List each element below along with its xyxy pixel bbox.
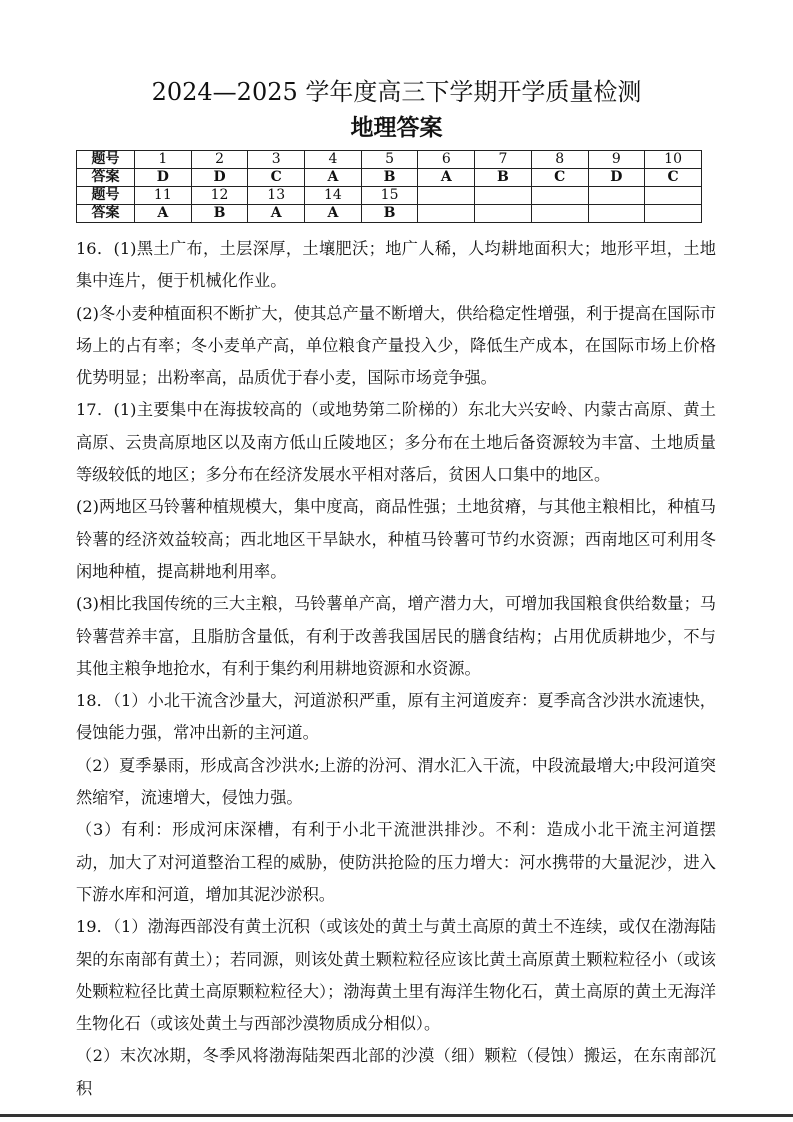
table-row-numbers-2 xyxy=(77,187,702,205)
answer-cell: C xyxy=(531,169,588,187)
row-label-answer: 答案 xyxy=(77,205,135,223)
answer-paragraph-16-1: 16．(1)黑土广布，土层深厚，土壤肥沃；地广人稀，人均耕地面积大；地形平坦，土地集中连片，便于机械化作业。 xyxy=(76,239,716,291)
answer-cell: A xyxy=(248,205,305,223)
answer-paragraph-17-2: (2)两地区马铃薯种植规模大，集中度高，商品性强；土地贫瘠，与其他主粮相比，种植马铃薯的经济效益较高；西北地区干旱缺水，种植马铃薯可节约水资源；西南地区可利用冬闲地种植，提高耕地利用率。 xyxy=(76,497,716,581)
answer-paragraph-17-3: (3)相比我国传统的三大主粮，马铃薯单产高，增产潜力大，可增加我国粮食供给数量；马铃薯营养丰富，且脂肪含量低，有利于改善我国居民的膳食结构；占用优质耕地少，不与其他主粮争地抢水，有利于集约利用耕地资源和水资源。 xyxy=(76,594,716,678)
question-number: 11 xyxy=(135,187,192,205)
question-number: 6 xyxy=(418,151,475,169)
empty-cell xyxy=(588,205,645,223)
answer-cell: D xyxy=(135,169,192,187)
question-number: 8 xyxy=(531,151,588,169)
answer-cell: A xyxy=(135,205,192,223)
answer-cell: B xyxy=(475,169,532,187)
answer-cell: D xyxy=(191,169,248,187)
answer-cell: C xyxy=(645,169,702,187)
question-number: 5 xyxy=(361,151,418,169)
question-number: 10 xyxy=(645,151,702,169)
answer-cell: D xyxy=(588,169,645,187)
table-row-answers-2 xyxy=(77,205,702,223)
table-row-answers-1 xyxy=(77,169,702,187)
empty-cell xyxy=(475,187,532,205)
row-label-answer: 答案 xyxy=(77,169,135,187)
answer-paragraph-19-1: 19．（1）渤海西部没有黄土沉积（或该处的黄土与黄土高原的黄土不连续，或仅在渤海陆架的东南部有黄土）；若同源，则该处黄土颗粒粒径应该比黄土高原黄土颗粒粒径小（或该处颗粒粒径比黄土高原颗粒粒径大）；渤海黄土里有海洋生物化石，黄土高原的黄土无海洋生物化石（或该处黄土与西部沙漠物质成分相似）。 xyxy=(76,917,716,1034)
answer-paragraph-17-1: 17．(1)主要集中在海拔较高的（或地势第二阶梯的）东北大兴安岭、内蒙古高原、黄土高原、云贵高原地区以及南方低山丘陵地区；多分布在土地后备资源较为丰富、土地质量等级较低的地区；多分布在经济发展水平相对落后，贫困人口集中的地区。 xyxy=(76,400,716,485)
empty-cell xyxy=(645,187,702,205)
answer-cell: C xyxy=(248,169,305,187)
empty-cell xyxy=(418,205,475,223)
question-number: 14 xyxy=(305,187,362,205)
question-number: 2 xyxy=(191,151,248,169)
page-bottom-divider xyxy=(0,1114,793,1117)
answer-cell: A xyxy=(418,169,475,187)
answer-table xyxy=(76,150,702,223)
question-number: 9 xyxy=(588,151,645,169)
answer-explanations xyxy=(76,233,716,1105)
answer-paragraph-18-1: 18．（1）小北干流含沙量大，河道淤积严重，原有主河道废弃：夏季高含沙洪水流速快，侵蚀能力强，常冲出新的主河道。 xyxy=(76,691,716,743)
empty-cell xyxy=(418,187,475,205)
empty-cell xyxy=(588,187,645,205)
answer-cell: A xyxy=(305,205,362,223)
question-number: 13 xyxy=(248,187,305,205)
empty-cell xyxy=(531,187,588,205)
empty-cell xyxy=(475,205,532,223)
answer-cell: A xyxy=(305,169,362,187)
answer-cell: B xyxy=(191,205,248,223)
question-number: 3 xyxy=(248,151,305,169)
answer-paragraph-19-2: （2）末次冰期，冬季风将渤海陆架西北部的沙漠（细）颗粒（侵蚀）搬运，在东南部沉积 xyxy=(76,1046,716,1098)
answer-cell: B xyxy=(361,169,418,187)
answer-paragraph-18-3: （3）有利：形成河床深槽，有利于小北干流泄洪排沙。不利：造成小北干流主河道摆动，加大了对河道整治工程的威胁，使防洪抢险的压力增大：河水携带的大量泥沙，进入下游水库和河道，增加其泥沙淤积。 xyxy=(76,820,716,904)
page-subtitle: 地理答案 xyxy=(350,114,443,141)
question-number: 1 xyxy=(135,151,192,169)
row-label-number: 题号 xyxy=(77,151,135,169)
row-label-number: 题号 xyxy=(77,187,135,205)
answer-cell: B xyxy=(361,205,418,223)
empty-cell xyxy=(531,205,588,223)
question-number: 15 xyxy=(361,187,418,205)
page-title: 2024—2025 学年度高三下学期开学质量检测 xyxy=(151,78,642,106)
empty-cell xyxy=(645,205,702,223)
question-number: 12 xyxy=(191,187,248,205)
question-number: 7 xyxy=(475,151,532,169)
table-row-numbers-1 xyxy=(77,151,702,169)
answer-paragraph-18-2: （2）夏季暴雨，形成高含沙洪水;上游的汾河、渭水汇入干流，中段流最增大;中段河道突然缩窄，流速增大，侵蚀力强。 xyxy=(76,755,716,808)
answer-paragraph-16-2: (2)冬小麦种植面积不断扩大，使其总产量不断增大，供给稳定性增强，利于提高在国际市场上的占有率；冬小麦单产高，单位粮食产量投入少，降低生产成本，在国际市场上价格优势明显；出粉率高，品质优于春小麦，国际市场竞争强。 xyxy=(76,303,716,388)
question-number: 4 xyxy=(305,151,362,169)
